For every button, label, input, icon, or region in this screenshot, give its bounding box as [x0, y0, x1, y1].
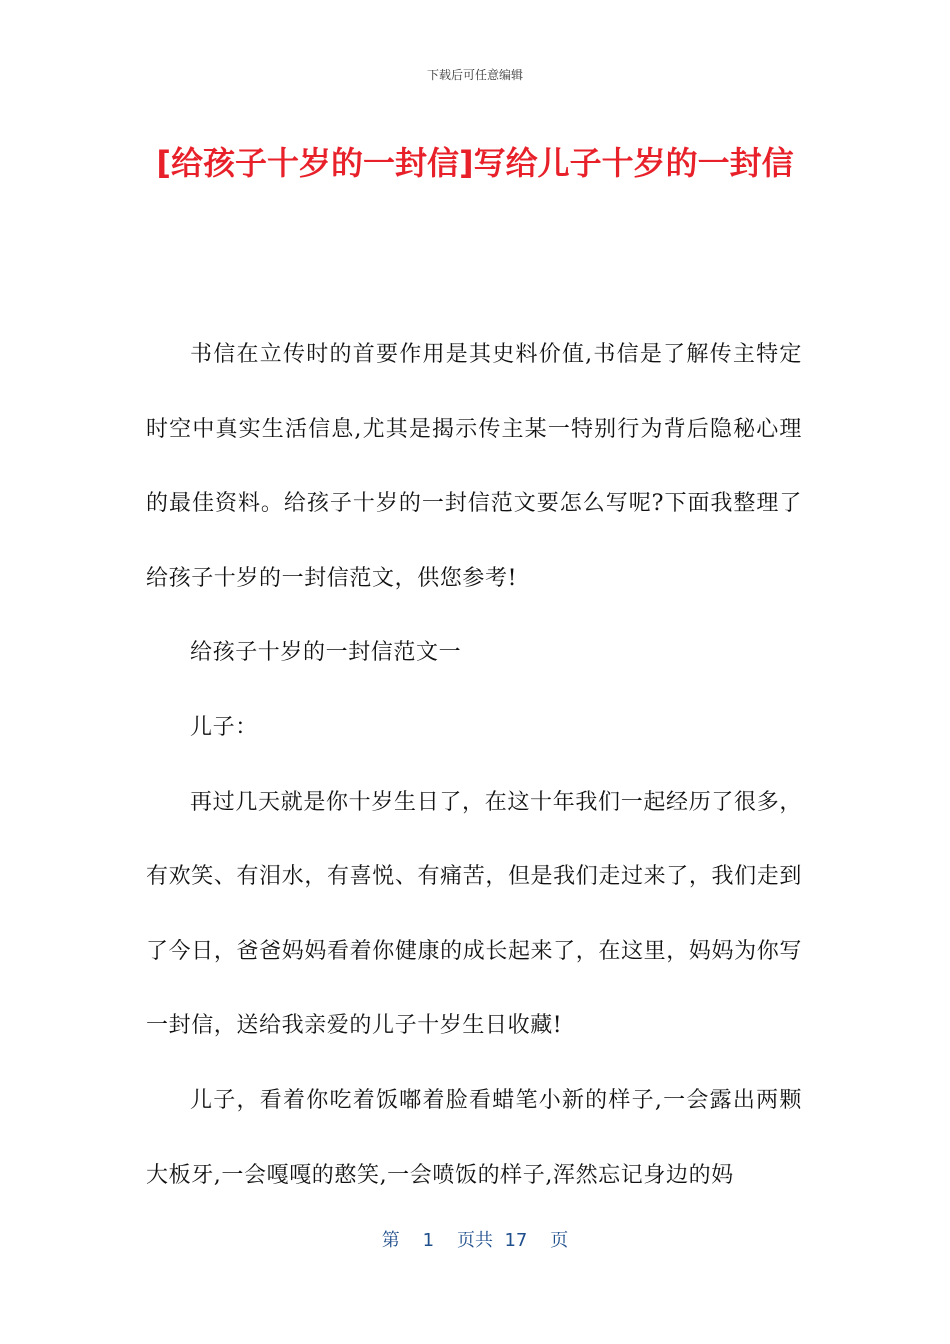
footer-prefix: 第: [381, 1230, 400, 1251]
paragraph-letter-1: 再过几天就是你十岁生日了，在这十年我们一起经历了很多，有欢笑、有泪水，有喜悦、有痛苦，但是我们走过来了，我们走到了今日，爸爸妈妈看着你健康的成长起来了，在这里，妈妈为你写一封信，送给我亲爱的儿子十岁生日收藏!: [146, 789, 802, 1039]
paragraph-letter-2: 儿子，看着你吃着饭嘟着脸看蜡笔小新的样子,一会露出两颗大板牙,一会嘎嘎的憨笑,一会喷饭的样子,浑然忘记身边的妈: [146, 1087, 802, 1188]
total-pages-number: 17: [504, 1230, 528, 1251]
letter-salutation: 儿子：: [190, 714, 258, 740]
header-note: 下载后可任意编辑: [426, 68, 523, 82]
document-body: [146, 318, 802, 1213]
footer-suffix: 页: [550, 1230, 569, 1251]
document-title: [给孩子十岁的一封信]写给儿子十岁的一封信: [156, 144, 794, 182]
section-heading: 给孩子十岁的一封信范文一: [190, 640, 462, 666]
footer-middle: 页共: [456, 1230, 493, 1251]
page-footer: [0, 1226, 950, 1252]
current-page-number: 1: [422, 1230, 435, 1251]
paragraph-intro: 书信在立传时的首要作用是其史料价值,书信是了解传主特定时空中真实生活信息,尤其是揭示传主某一特别行为背后隐秘心理的最佳资料。给孩子十岁的一封信范文要怎么写呢?下面我整理了给孩子十岁的一封信范文，供您参考!: [146, 342, 802, 591]
